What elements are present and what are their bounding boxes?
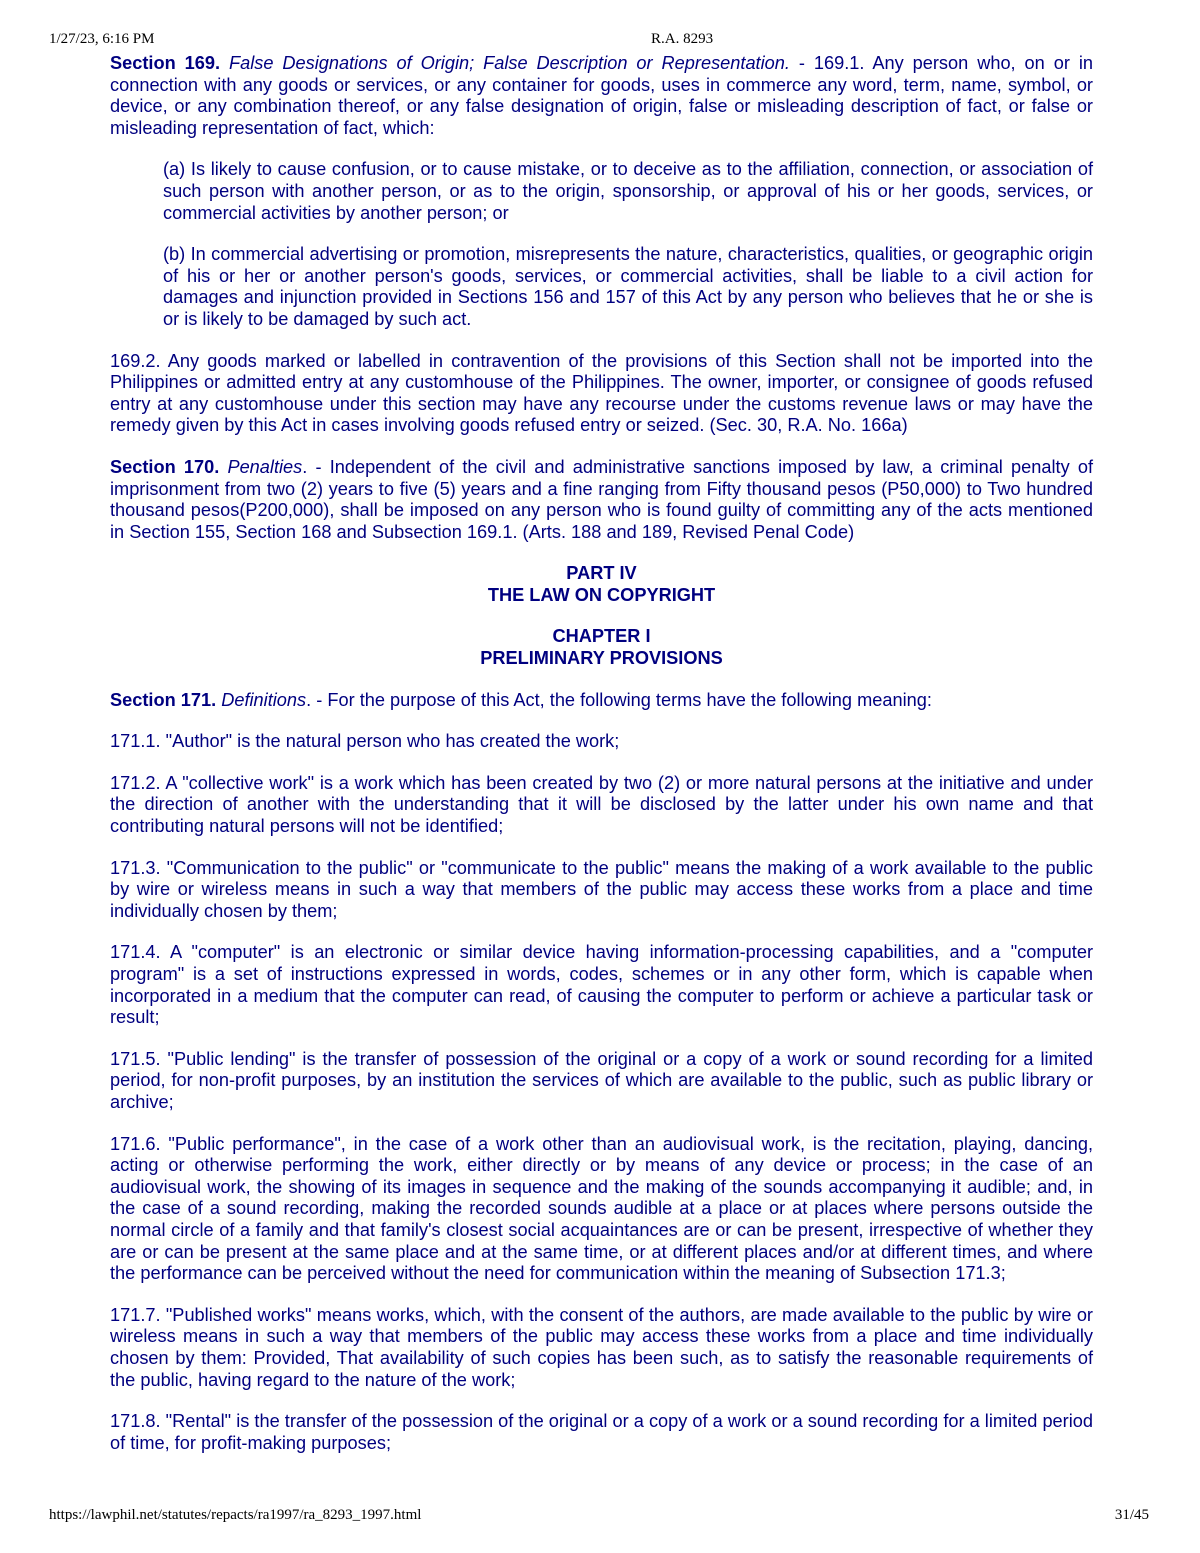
- part-title: THE LAW ON COPYRIGHT: [487, 584, 716, 605]
- section-169-intro: [110, 53, 1093, 139]
- section-170-text: . - Independent of the civil and administrative sanctions imposed by law, a criminal penalty of imprisonment from two (2) years to five (5) years and a fine ranging from Fifty thousand pesos (P50,000) to Two hundred thousand pesos(P200,000), shall be imposed on any person who is found guilty of committing any of the acts mentioned in Section 155, Section 168 and Subsection 169.1. (Arts. 188 and 189, Revised Penal Code): [110, 456, 1093, 542]
- section-171: [110, 690, 1093, 712]
- section-169-clause-a: (a) Is likely to cause confusion, or to cause mistake, or to deceive as to the affiliation, connection, or association of such person with another person, or as to the origin, sponsorship, or approval of his or her goods, services, or commercial activities by another person; or: [163, 159, 1093, 223]
- part-number: PART IV: [566, 563, 637, 584]
- section-170: [110, 457, 1093, 543]
- definition-171-8: 171.8. "Rental" is the transfer of the possession of the original or a copy of a work or a sound recording for a limited period of time, for profit-making purposes;: [110, 1411, 1093, 1453]
- chapter-heading: [110, 626, 1093, 669]
- definition-171-1: 171.1. "Author" is the natural person who has created the work;: [110, 731, 620, 752]
- definition-171-6: 171.6. "Public performance", in the case of a work other than an audiovisual work, is the recitation, playing, dancing, acting or otherwise performing the work, either directly or by means of any device or process; in the case of an audiovisual work, the showing of its images in sequence and the making of the sounds accompanying it audible; and, in the case of a sound recording, making the recorded sounds audible at a place or at places where persons outside the normal circle of a family and that family's closest social acquaintances are or can be present, irrespective of whether they are or can be present at the same place and at the same time, or at different places and/or at different times, and where the performance can be perceived without the need for communication within the meaning of Subsection 171.3;: [110, 1133, 1093, 1284]
- section-171-text: . - For the purpose of this Act, the following terms have the following meaning:: [306, 689, 932, 710]
- chapter-number: CHAPTER I: [552, 626, 651, 647]
- definition-171-5: 171.5. "Public lending" is the transfer of possession of the original or a copy of a work or sound recording for a limited period, for non-profit purposes, by an institution the services of which are available to the public, such as public library or archive;: [110, 1048, 1093, 1112]
- print-url: https://lawphil.net/statutes/repacts/ra1997/ra_8293_1997.html: [49, 1507, 422, 1523]
- section-170-title: Penalties: [227, 456, 303, 477]
- section-169-clause-b: (b) In commercial advertising or promotion, misrepresents the nature, characteristics, qualities, or geographic origin of his or her or another person's goods, services, or commercial activities, shall be liable to a civil action for damages and injunction provided in Sections 156 and 157 of this Act by any person who believes that he or she is or is likely to be damaged by such act.: [163, 244, 1093, 329]
- print-footer: [0, 1507, 1200, 1527]
- part-heading: [110, 563, 1093, 606]
- section-171-label: Section 171.: [110, 689, 217, 710]
- section-169-text: - 169.1. Any person who, on or in connection with any goods or services, or any container for goods, uses in commerce any word, term, name, symbol, or device, or any combination thereof, or any false designation of origin, false or misleading description of fact, or false or misleading representation of fact, which:: [110, 53, 1093, 138]
- section-169-2: 169.2. Any goods marked or labelled in contravention of the provisions of this Section shall not be imported into the Philippines or admitted entry at any customhouse of the Philippines. The owner, importer, or consignee of goods refused entry at any customhouse under this section may have any recourse under the customs revenue laws or may have the remedy given by this Act in cases involving goods refused entry or seized. (Sec. 30, R.A. No. 166a): [110, 350, 1093, 436]
- section-169-title: False Designations of Origin; False Description or Representation.: [228, 53, 790, 73]
- section-169-label: Section 169.: [110, 53, 221, 73]
- print-date: 1/27/23, 6:16 PM: [49, 31, 155, 47]
- definition-171-3: 171.3. "Communication to the public" or "communicate to the public" means the making of a work available to the public by wire or wireless means in such a way that members of the public may access these works from a place and time individually chosen by them;: [110, 857, 1093, 921]
- page-number: 31/45: [1114, 1507, 1149, 1523]
- chapter-title: PRELIMINARY PROVISIONS: [480, 648, 723, 669]
- definition-171-7: 171.7. "Published works" means works, which, with the consent of the authors, are made available to the public by wire or wireless means in such a way that members of the public may access these works from a place and time individually chosen by them: Provided, That availability of such copies has been such, as to satisfy the reasonable requirements of the public, having regard to the nature of the work;: [110, 1304, 1093, 1390]
- document-body: [110, 53, 1093, 1454]
- section-171-title: Definitions: [221, 689, 307, 710]
- print-header: [0, 31, 1200, 51]
- section-170-label: Section 170.: [110, 456, 220, 477]
- definition-171-2: 171.2. A "collective work" is a work which has been created by two (2) or more natural persons at the initiative and under the direction of another with the understanding that it will be disclosed by the latter under his own name and that contributing natural persons will not be identified;: [110, 772, 1093, 837]
- definition-171-4: 171.4. A "computer" is an electronic or similar device having information-processing capabilities, and a "computer program" is a set of instructions expressed in words, codes, schemes or in any other form, which is capable when incorporated in a medium that the computer can read, of causing the computer to perform or achieve a particular task or result;: [110, 942, 1093, 1028]
- print-document-title: R.A. 8293: [651, 31, 714, 47]
